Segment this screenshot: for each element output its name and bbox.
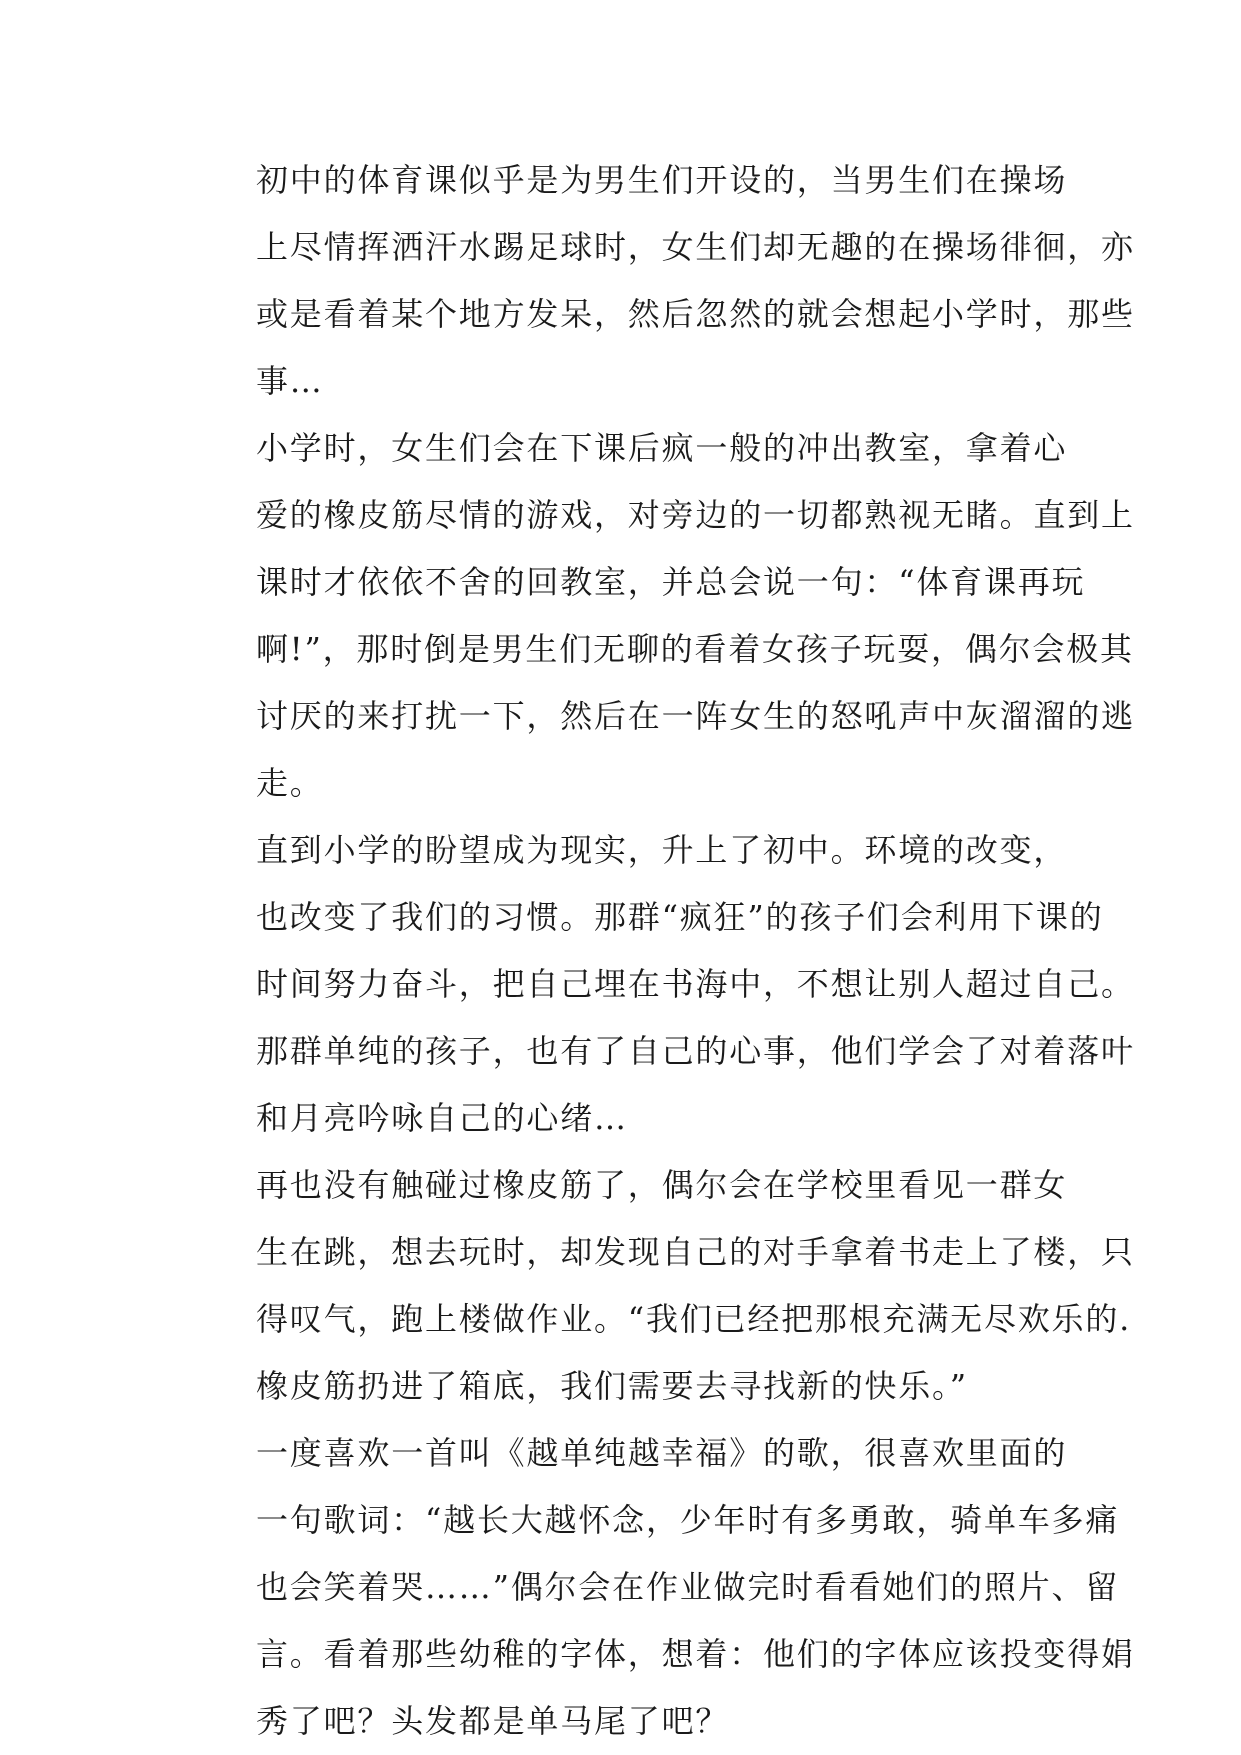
paragraph-song	[192, 1420, 1135, 1755]
text-line: 再也没有触碰过橡皮筋了，偶尔会在学校里看见一群女	[256, 1166, 1068, 1204]
text-line: 言。看着那些幼稚的字体，想着：他们的字体应该投变得娟	[256, 1635, 1135, 1673]
text-line: 啊!”，那时倒是男生们无聊的看着女孩子玩耍，偶尔会极其	[256, 630, 1134, 668]
text-line: 也改变了我们的习惯。那群“疯狂”的孩子们会利用下课的	[256, 898, 1104, 936]
paragraph-middle-school	[192, 817, 1135, 1152]
document-body	[192, 147, 1135, 1755]
text-line: 那群单纯的孩子，也有了自己的心事，他们学会了对着落叶	[256, 1032, 1135, 1070]
text-line: 上尽情挥洒汗水踢足球时，女生们却无趣的在操场徘徊，亦	[256, 228, 1135, 266]
text-line: 时间努力奋斗，把自己埋在书海中，不想让别人超过自己。	[256, 965, 1135, 1003]
text-line: 得叹气，跑上楼做作业。“我们已经把那根充满无尽欢乐的.	[256, 1300, 1132, 1338]
text-line: 和月亮吟咏自己的心绪…	[256, 1099, 628, 1137]
text-line: 橡皮筋扔进了箱底，我们需要去寻找新的快乐。”	[256, 1367, 968, 1405]
paragraph-pe-class	[192, 147, 1135, 415]
text-line: 秀了吧？头发都是单马尾了吧？	[256, 1702, 730, 1740]
paragraph-rubber-band	[192, 1152, 1135, 1420]
text-line: 或是看着某个地方发呆，然后忽然的就会想起小学时，那些	[256, 295, 1135, 333]
text-line: 一度喜欢一首叫《越单纯越幸福》的歌，很喜欢里面的	[256, 1434, 1068, 1472]
text-line: 事…	[256, 362, 324, 400]
text-line: 生在跳，想去玩时，却发现自己的对手拿着书走上了楼，只	[256, 1233, 1135, 1271]
text-line: 初中的体育课似乎是为男生们开设的，当男生们在操场	[256, 161, 1068, 199]
text-line: 一句歌词：“越长大越怀念，少年时有多勇敢，骑单车多痛	[256, 1501, 1120, 1539]
text-line: 直到小学的盼望成为现实，升上了初中。环境的改变，	[256, 831, 1068, 869]
text-line: 课时才依依不舍的回教室，并总会说一句：“体育课再玩	[256, 563, 1086, 601]
text-line: 讨厌的来打扰一下，然后在一阵女生的怒吼声中灰溜溜的逃	[256, 697, 1135, 735]
text-line: 爱的橡皮筋尽情的游戏，对旁边的一切都熟视无睹。直到上	[256, 496, 1135, 534]
text-line: 小学时，女生们会在下课后疯一般的冲出教室，拿着心	[256, 429, 1068, 467]
text-line: 也会笑着哭……”偶尔会在作业做完时看看她们的照片、留	[256, 1568, 1120, 1606]
text-line: 走。	[256, 764, 324, 802]
paragraph-primary-school	[192, 415, 1135, 817]
